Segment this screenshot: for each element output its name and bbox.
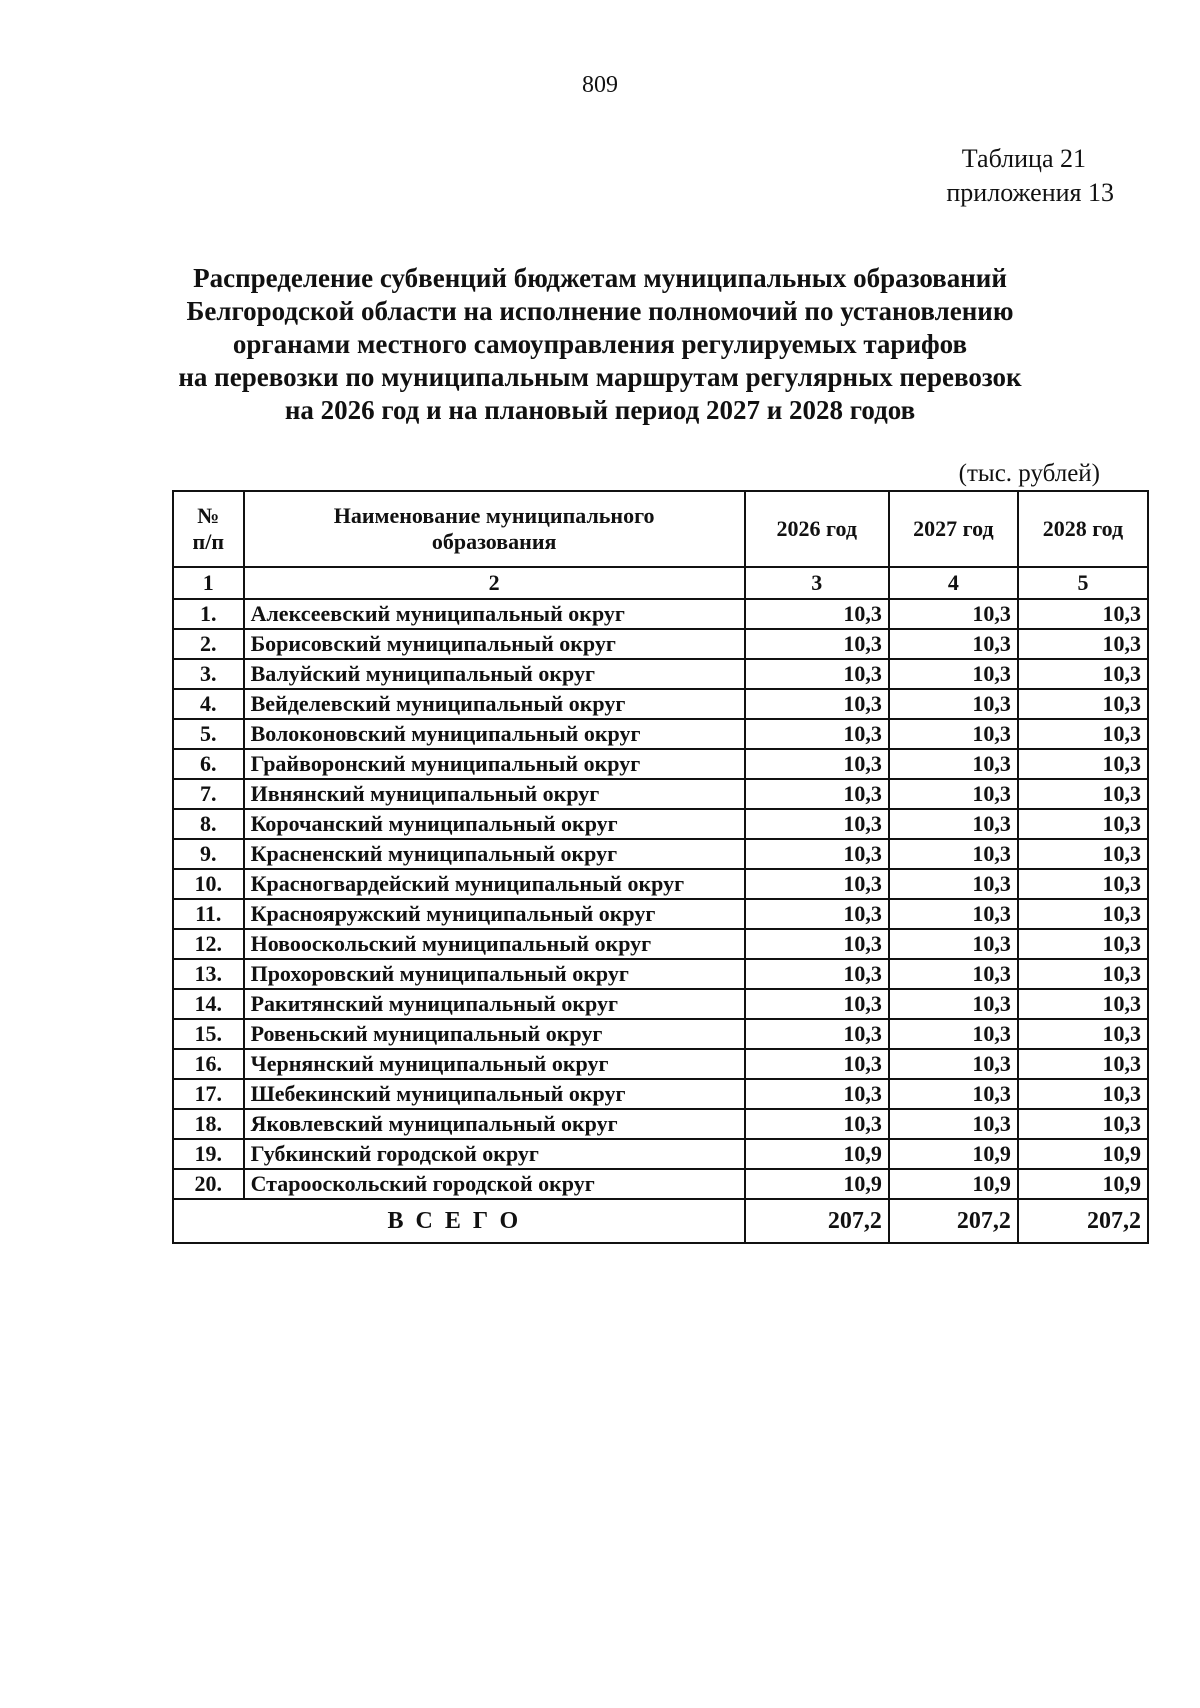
column-number: 1 — [173, 567, 244, 599]
value-2026: 10,3 — [745, 599, 889, 629]
table-row — [173, 659, 1148, 689]
table-row — [173, 1109, 1148, 1139]
header-name — [244, 491, 745, 567]
value-2028: 10,3 — [1018, 1019, 1148, 1049]
municipality-name: Валуйский муниципальный округ — [244, 659, 745, 689]
value-2028: 10,3 — [1018, 809, 1148, 839]
value-2028: 10,3 — [1018, 989, 1148, 1019]
page-number: 809 — [582, 72, 618, 98]
table-row — [173, 1139, 1148, 1169]
table-row — [173, 1019, 1148, 1049]
row-number: 16. — [173, 1049, 244, 1079]
municipality-name: Красногвардейский муниципальный округ — [244, 869, 745, 899]
value-2027: 10,9 — [889, 1169, 1018, 1199]
row-number: 8. — [173, 809, 244, 839]
table-header-row — [173, 491, 1148, 567]
row-number: 3. — [173, 659, 244, 689]
table-row — [173, 1049, 1148, 1079]
value-2028: 10,3 — [1018, 659, 1148, 689]
value-2028: 10,3 — [1018, 629, 1148, 659]
row-number: 15. — [173, 1019, 244, 1049]
row-number: 1. — [173, 599, 244, 629]
table-row — [173, 779, 1148, 809]
municipality-name: Чернянский муниципальный округ — [244, 1049, 745, 1079]
header-number — [173, 491, 244, 567]
value-2026: 10,3 — [745, 779, 889, 809]
total-2027: 207,2 — [889, 1199, 1018, 1243]
value-2027: 10,3 — [889, 1079, 1018, 1109]
value-2028: 10,3 — [1018, 839, 1148, 869]
table-row — [173, 689, 1148, 719]
row-number: 11. — [173, 899, 244, 929]
table-row — [173, 929, 1148, 959]
row-number: 13. — [173, 959, 244, 989]
column-number-row — [173, 567, 1148, 599]
table-row — [173, 1079, 1148, 1109]
row-number: 9. — [173, 839, 244, 869]
value-2026: 10,3 — [745, 809, 889, 839]
value-2026: 10,3 — [745, 1019, 889, 1049]
value-2027: 10,3 — [889, 1049, 1018, 1079]
total-row — [173, 1199, 1148, 1243]
value-2027: 10,3 — [889, 1019, 1018, 1049]
title-line: Белгородской области на исполнение полномочий по установлению — [186, 296, 1014, 326]
value-2028: 10,3 — [1018, 1079, 1148, 1109]
value-2028: 10,3 — [1018, 959, 1148, 989]
municipality-name: Грайворонский муниципальный округ — [244, 749, 745, 779]
title-line: Распределение субвенций бюджетам муниципальных образований — [193, 263, 1007, 293]
column-number: 4 — [889, 567, 1018, 599]
value-2026: 10,9 — [745, 1169, 889, 1199]
municipality-name: Ракитянский муниципальный округ — [244, 989, 745, 1019]
table-row — [173, 629, 1148, 659]
value-2028: 10,3 — [1018, 899, 1148, 929]
value-2028: 10,9 — [1018, 1169, 1148, 1199]
header-2027: 2027 год — [889, 491, 1018, 567]
value-2026: 10,3 — [745, 899, 889, 929]
row-number: 2. — [173, 629, 244, 659]
value-2027: 10,3 — [889, 719, 1018, 749]
value-2028: 10,3 — [1018, 929, 1148, 959]
value-2028: 10,3 — [1018, 719, 1148, 749]
value-2028: 10,3 — [1018, 749, 1148, 779]
value-2028: 10,3 — [1018, 1049, 1148, 1079]
row-number: 17. — [173, 1079, 244, 1109]
table-reference — [874, 142, 1114, 210]
value-2027: 10,3 — [889, 809, 1018, 839]
table-reference-line1: Таблица 21 — [961, 144, 1086, 173]
value-2028: 10,3 — [1018, 599, 1148, 629]
column-number: 3 — [745, 567, 889, 599]
value-2027: 10,3 — [889, 839, 1018, 869]
municipality-name: Ровеньский муниципальный округ — [244, 1019, 745, 1049]
municipality-name: Новооскольский муниципальный округ — [244, 929, 745, 959]
units-label: (тыс. рублей) — [958, 460, 1100, 487]
subsidy-table — [172, 490, 1149, 1244]
title-line: на перевозки по муниципальным маршрутам регулярных перевозок — [178, 362, 1022, 392]
value-2026: 10,3 — [745, 749, 889, 779]
value-2027: 10,3 — [889, 779, 1018, 809]
column-number: 2 — [244, 567, 745, 599]
table-row — [173, 989, 1148, 1019]
row-number: 4. — [173, 689, 244, 719]
table-row — [173, 959, 1148, 989]
value-2027: 10,3 — [889, 869, 1018, 899]
table-row — [173, 809, 1148, 839]
value-2027: 10,3 — [889, 749, 1018, 779]
value-2026: 10,3 — [745, 1079, 889, 1109]
value-2026: 10,3 — [745, 1109, 889, 1139]
header-number-line2: п/п — [192, 529, 225, 554]
municipality-name: Алексеевский муниципальный округ — [244, 599, 745, 629]
municipality-name: Старооскольский городской округ — [244, 1169, 745, 1199]
value-2027: 10,3 — [889, 959, 1018, 989]
row-number: 10. — [173, 869, 244, 899]
value-2026: 10,3 — [745, 959, 889, 989]
total-2026: 207,2 — [745, 1199, 889, 1243]
value-2028: 10,3 — [1018, 1109, 1148, 1139]
row-number: 5. — [173, 719, 244, 749]
value-2027: 10,3 — [889, 929, 1018, 959]
row-number: 6. — [173, 749, 244, 779]
value-2027: 10,3 — [889, 599, 1018, 629]
value-2026: 10,3 — [745, 1049, 889, 1079]
table-row — [173, 749, 1148, 779]
municipality-name: Вейделевский муниципальный округ — [244, 689, 745, 719]
total-label: ВСЕГО — [173, 1199, 745, 1243]
value-2026: 10,3 — [745, 659, 889, 689]
value-2028: 10,3 — [1018, 689, 1148, 719]
table-row — [173, 719, 1148, 749]
value-2028: 10,3 — [1018, 779, 1148, 809]
municipality-name: Красненский муниципальный округ — [244, 839, 745, 869]
municipality-name: Ивнянский муниципальный округ — [244, 779, 745, 809]
municipality-name: Яковлевский муниципальный округ — [244, 1109, 745, 1139]
header-name-line1: Наименование муниципального — [333, 503, 655, 528]
value-2026: 10,3 — [745, 869, 889, 899]
value-2028: 10,9 — [1018, 1139, 1148, 1169]
value-2027: 10,3 — [889, 1109, 1018, 1139]
value-2027: 10,3 — [889, 689, 1018, 719]
table-row — [173, 899, 1148, 929]
value-2027: 10,3 — [889, 629, 1018, 659]
table-row — [173, 869, 1148, 899]
table-row — [173, 839, 1148, 869]
row-number: 14. — [173, 989, 244, 1019]
table-row — [173, 1169, 1148, 1199]
municipality-name: Волоконовский муниципальный округ — [244, 719, 745, 749]
value-2026: 10,3 — [745, 719, 889, 749]
municipality-name: Прохоровский муниципальный округ — [244, 959, 745, 989]
row-number: 18. — [173, 1109, 244, 1139]
total-2028: 207,2 — [1018, 1199, 1148, 1243]
value-2026: 10,3 — [745, 929, 889, 959]
header-number-line1: № — [197, 503, 220, 528]
municipality-name: Губкинский городской округ — [244, 1139, 745, 1169]
value-2026: 10,3 — [745, 689, 889, 719]
value-2027: 10,9 — [889, 1139, 1018, 1169]
value-2027: 10,3 — [889, 899, 1018, 929]
column-number: 5 — [1018, 567, 1148, 599]
municipality-name: Краснояружский муниципальный округ — [244, 899, 745, 929]
title-line: органами местного самоуправления регулируемых тарифов — [232, 329, 968, 359]
municipality-name: Борисовский муниципальный округ — [244, 629, 745, 659]
header-name-line2: образования — [431, 529, 557, 554]
value-2026: 10,3 — [745, 629, 889, 659]
municipality-name: Шебекинский муниципальный округ — [244, 1079, 745, 1109]
table-row — [173, 599, 1148, 629]
value-2026: 10,9 — [745, 1139, 889, 1169]
header-2026: 2026 год — [745, 491, 889, 567]
value-2026: 10,3 — [745, 989, 889, 1019]
row-number: 20. — [173, 1169, 244, 1199]
value-2027: 10,3 — [889, 659, 1018, 689]
row-number: 12. — [173, 929, 244, 959]
title-line: на 2026 год и на плановый период 2027 и 2028 годов — [284, 395, 916, 425]
header-2028: 2028 год — [1018, 491, 1148, 567]
document-title — [110, 262, 1090, 427]
row-number: 19. — [173, 1139, 244, 1169]
value-2027: 10,3 — [889, 989, 1018, 1019]
value-2026: 10,3 — [745, 839, 889, 869]
municipality-name: Корочанский муниципальный округ — [244, 809, 745, 839]
table-reference-line2: приложения 13 — [946, 178, 1114, 207]
row-number: 7. — [173, 779, 244, 809]
value-2028: 10,3 — [1018, 869, 1148, 899]
